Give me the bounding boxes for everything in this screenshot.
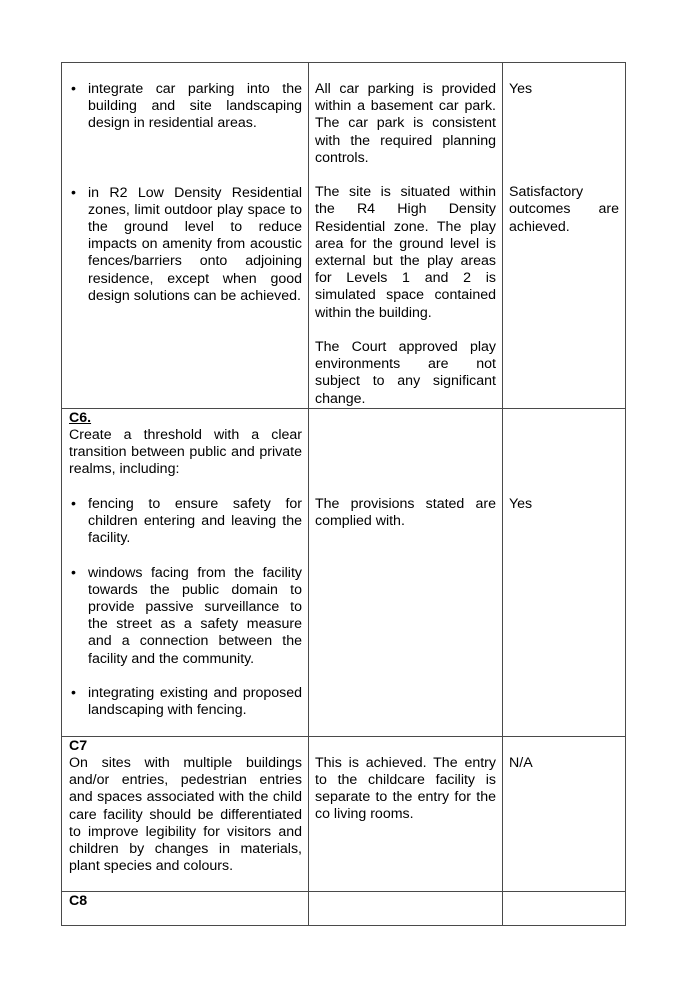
- response-cell: [309, 891, 503, 925]
- requirement-cell: [62, 736, 309, 891]
- compliance-cell: [503, 63, 626, 409]
- response-text: The site is situated within the R4 High Density Residential zone. The play area for the ground level is external but the play areas for Levels 1 and 2 is simulated space contained within the building.: [315, 184, 496, 321]
- table-row: [62, 408, 626, 736]
- compliance-cell: [503, 736, 626, 891]
- response-text: The Court approved play environments are not subject to any significant change.: [315, 339, 496, 407]
- compliance-table: [61, 62, 626, 926]
- requirement-cell: [62, 891, 309, 925]
- clause-code: C6.: [69, 409, 92, 426]
- response-text: The provisions stated are complied with.: [315, 495, 496, 530]
- response-cell: [309, 736, 503, 891]
- response-cell: [309, 408, 503, 736]
- clause-text: On sites with multiple buildings and/or entries, pedestrian entries and spaces associated with the child care facility should be differentiated to improve legibility for visitors and children by changes in materials, plant species and colours.: [69, 755, 302, 875]
- bullet-item: • integrate car parking into the building and site landscaping design in residential areas.: [69, 81, 302, 133]
- clause-intro: Create a threshold with a clear transition between public and private realms, including:: [69, 427, 302, 478]
- clause-code: C7: [69, 737, 88, 754]
- bullet-item: • integrating existing and proposed landscaping with fencing.: [69, 685, 302, 719]
- bullet-item: • fencing to ensure safety for children entering and leaving the facility.: [69, 496, 302, 548]
- compliance-text: Yes: [509, 495, 533, 512]
- requirement-cell: [62, 408, 309, 736]
- response-text: This is achieved. The entry to the childcare facility is separate to the entry for the co living rooms.: [315, 754, 496, 823]
- response-text: All car parking is provided within a basement car park. The car park is consistent with the required planning controls.: [315, 81, 496, 166]
- requirement-cell: [62, 63, 309, 409]
- compliance-text: Satisfactory outcomes are achieved.: [509, 184, 619, 235]
- clause-code: C8: [69, 892, 88, 909]
- table-row: [62, 891, 626, 925]
- bullet-item: • windows facing from the facility towards the public domain to provide passive surveillance to the street as a safety measure and a connection between the facility and the community.: [69, 565, 302, 668]
- compliance-text: N/A: [509, 754, 533, 771]
- table-row: [62, 736, 626, 891]
- bullet-item: • in R2 Low Density Residential zones, limit outdoor play space to the ground level to reduce impacts on amenity from acoustic fences/barriers onto adjoining residence, except when good design solutions can be achieved.: [69, 185, 302, 305]
- compliance-cell: [503, 891, 626, 925]
- table-row: [62, 63, 626, 409]
- response-cell: [309, 63, 503, 409]
- compliance-text: Yes: [509, 81, 533, 97]
- compliance-cell: [503, 408, 626, 736]
